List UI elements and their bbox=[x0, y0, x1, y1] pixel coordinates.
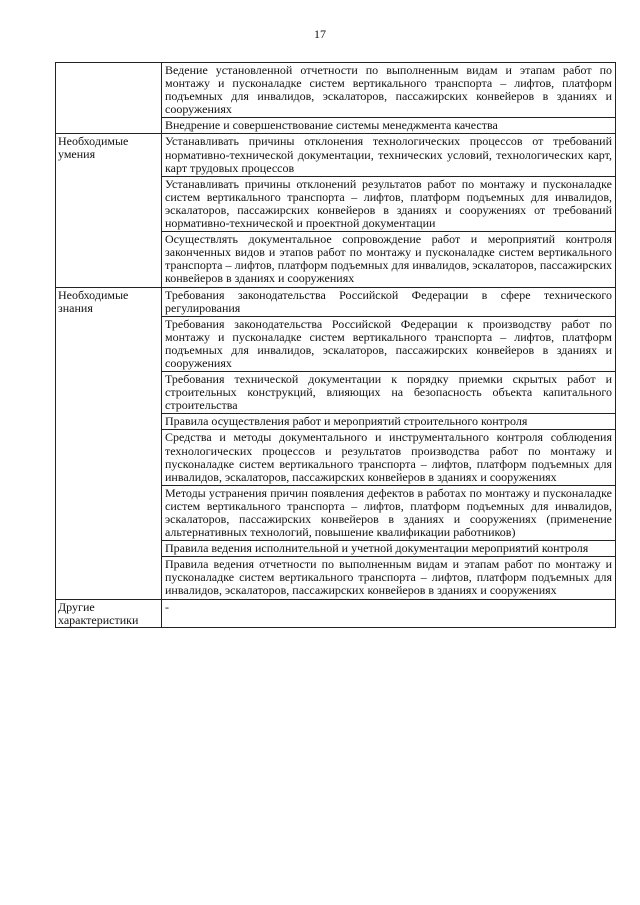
list-item: Методы устранения причин появления дефектов в работах по монтажу и пусконаладке систем вертикального транспорта – лифтов, платформ подъемных для инвалидов, эскалаторов, пассажирских конвейеров в зданиях и сооружениях (применение альтернативных технологий, повышение квалификации работников) bbox=[162, 486, 615, 541]
list-item: Правила ведения исполнительной и учетной документации мероприятий контроля bbox=[162, 541, 615, 557]
row-content bbox=[162, 599, 616, 627]
row-label: Необходимые знания bbox=[56, 287, 162, 599]
row-content bbox=[162, 134, 616, 287]
table-row-skills bbox=[56, 134, 616, 287]
row-label: Необходимые умения bbox=[56, 134, 162, 287]
list-item: Внедрение и совершенствование системы менеджмента качества bbox=[165, 118, 498, 133]
list-item: Осуществлять документальное сопровождение работ и мероприятий контроля законченных видов и этапов работ по монтажу и пусконаладке систем вертикального транспорта – лифтов, платформ подъемных для инвалидов, эскалаторов, пассажирских конвейеров в зданиях и сооружениях bbox=[165, 232, 612, 286]
row-label bbox=[56, 63, 162, 134]
page-number: 17 bbox=[314, 27, 326, 41]
list-item: Правила осуществления работ и мероприятий строительного контроля bbox=[162, 414, 615, 430]
table-row-knowledge bbox=[56, 287, 616, 599]
list-item: Устанавливать причины отклонений результатов работ по монтажу и пусконаладке систем вертикального транспорта – лифтов, платформ подъемных для инвалидов, эскалаторов, пассажирских конвейеров в зданиях и сооружениях от требований нормативно-технической и проектной документации bbox=[162, 177, 615, 232]
row-content bbox=[162, 63, 616, 134]
table-row-other bbox=[56, 599, 616, 627]
row-label: Другие характеристики bbox=[56, 599, 162, 627]
table-row-continuation bbox=[56, 63, 616, 134]
list-item: Правила ведения отчетности по выполненным видам и этапам работ по монтажу и пусконаладке систем вертикального транспорта – лифтов, платформ подъемных для инвалидов, эскалаторов, пассажирских конвейеров в зданиях и сооружениях bbox=[165, 557, 612, 598]
list-item: Требования законодательства Российской Федерации к производству работ по монтажу и пусконаладке систем вертикального транспорта – лифтов, платформ подъемных для инвалидов, эскалаторов, пассажирских конвейеров в зданиях и сооружениях bbox=[162, 317, 615, 372]
list-item: Устанавливать причины отклонения технологических процессов от требований нормативно-технической документации, технических условий, технологических карт, карт трудовых процессов bbox=[162, 134, 615, 176]
list-item: - bbox=[165, 599, 169, 614]
list-item: Средства и методы документального и инструментального контроля соблюдения технологических процессов и результатов производства работ по монтажу и пусконаладке систем вертикального транспорта – лифтов, платформ подъемных для инвалидов, эскалаторов, пассажирских конвейеров в зданиях и сооружениях bbox=[162, 430, 615, 485]
list-item: Требования технической документации к порядку приемки скрытых работ и строительных конструкций, влияющих на безопасность объекта капитального строительства bbox=[162, 372, 615, 414]
row-content bbox=[162, 287, 616, 599]
list-item: Требования законодательства Российской Федерации в сфере технического регулирования bbox=[162, 288, 615, 317]
qualification-table bbox=[55, 62, 616, 628]
list-item: Ведение установленной отчетности по выполненным видам и этапам работ по монтажу и пусконаладке систем вертикального транспорта – лифтов, платформ подъемных для инвалидов, эскалаторов, пассажирских конвейеров в зданиях и сооружениях bbox=[162, 63, 615, 118]
